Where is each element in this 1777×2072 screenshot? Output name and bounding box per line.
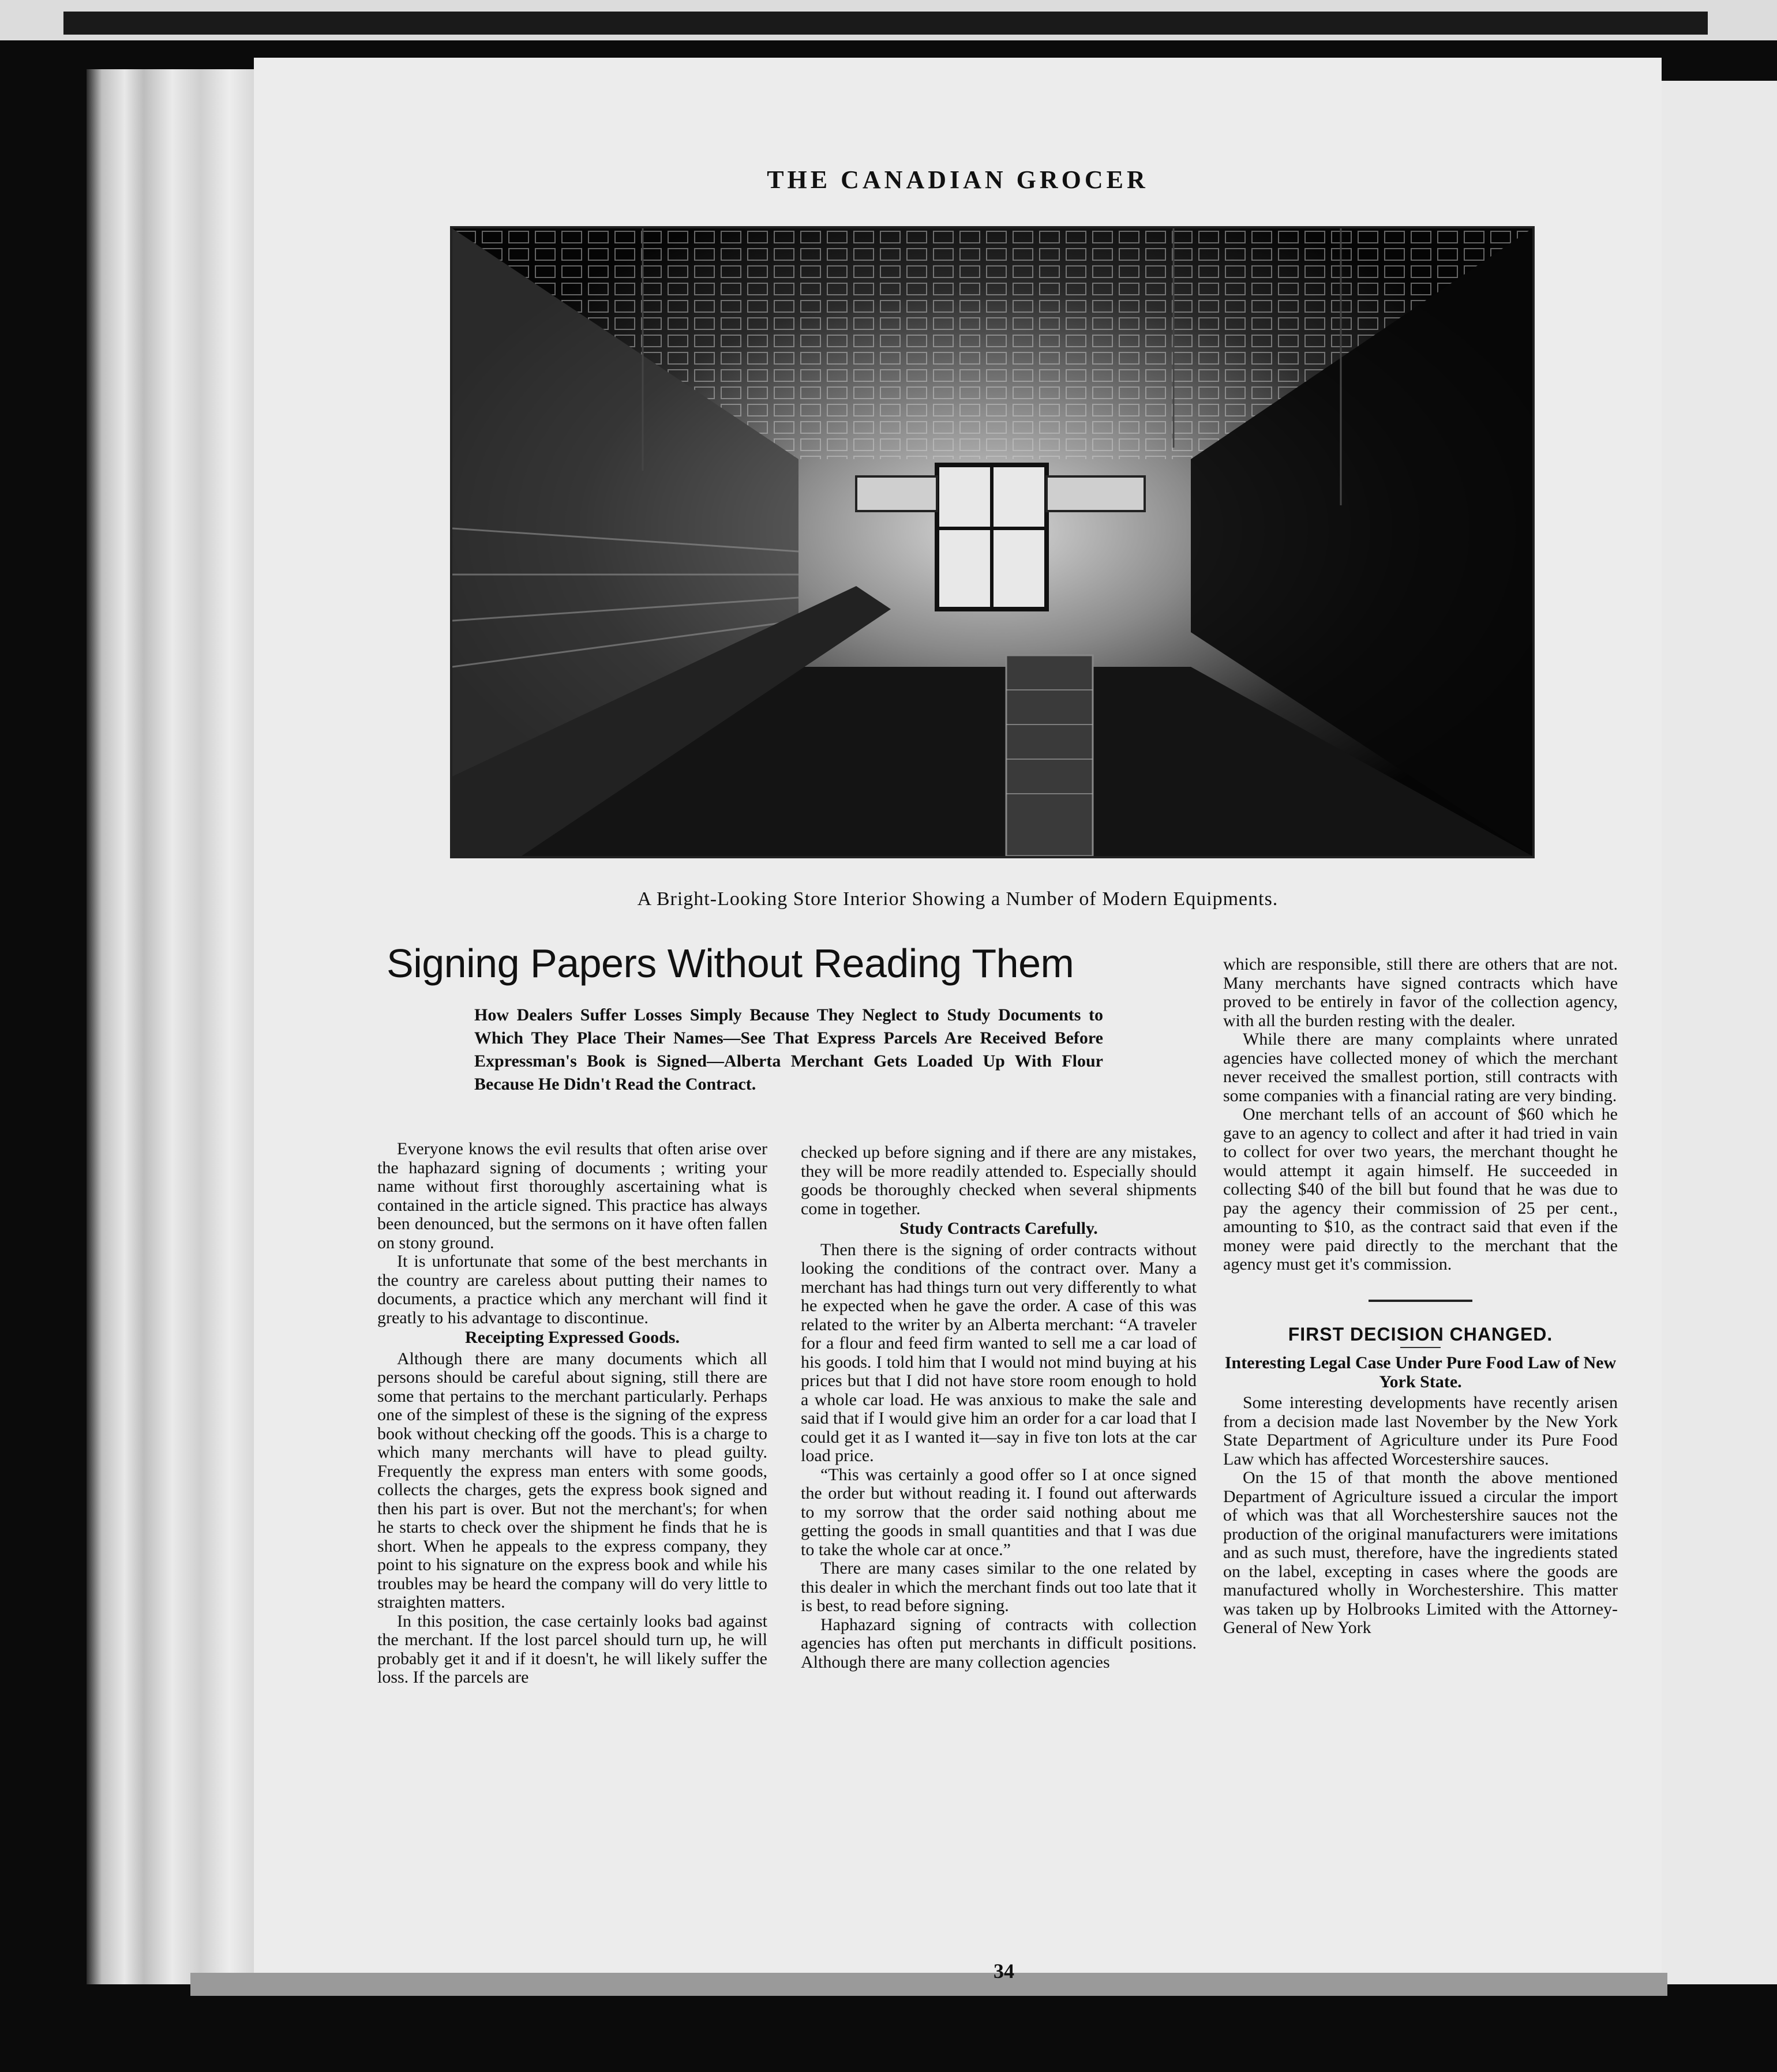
magazine-page xyxy=(254,58,1662,1983)
paragraph: Haphazard signing of contracts with collection agencies has often put merchants in difficult positions. Although there are many collection agencies xyxy=(801,1615,1197,1672)
article-headline: Signing Papers Without Reading Them xyxy=(387,941,1074,986)
book-spine-pages xyxy=(87,69,277,1984)
paragraph: In this position, the case certainly looks bad against the merchant. If the lost parcel should turn up, he will probably get it and if it doesn't, he will likely suffer the loss. If the parcels are xyxy=(377,1611,767,1687)
photo-caption: A Bright-Looking Store Interior Showing a Number of Modern Equipments. xyxy=(637,888,1279,910)
article-deck: How Dealers Suffer Losses Simply Because They Neglect to Study Documents to Which They Place Their Names—See That Express Parcels Are Received Before Expressman's Book is Signed—Alberta Merchant Gets Loaded Up With Flour Because He Didn't Read the Contract. xyxy=(474,1005,1103,1094)
page-number: 34 xyxy=(994,1960,1014,1983)
paragraph: which are responsible, still there are others that are not. Many merchants have signed contracts which have proved to be entirely in favor of the collection agency, with all the burden resting with the dealer. xyxy=(1223,955,1618,1030)
section-heading: FIRST DECISION CHANGED. xyxy=(1288,1323,1553,1345)
film-top-shadow xyxy=(63,12,1708,35)
paragraph: Everyone knows the evil results that often arise over the haphazard signing of documents ; writing your name without first thoroughly ascertaining what is contained in the article signed. This practice has always been denounced, but the sermons on it have often fallen on stony ground. xyxy=(377,1139,767,1252)
subheading: Study Contracts Carefully. xyxy=(899,1219,1098,1238)
paragraph: One merchant tells of an account of $60 which he gave to an agency to collect and after it had tried in vain to collect for over two years, the merchant thought he would attempt it again himself. He succeeded in collecting $40 of the bill but found that he was due to pay the agency their commission of 25 per cent., amounting to $10, as the contract said that even if the money were paid directly to the merchant that the agency must get it's commission. xyxy=(1223,1105,1618,1274)
paragraph: It is unfortunate that some of the best merchants in the country are careless about putting their names to documents, a practice which any merchant will find it greatly to his advantage to discontinue. xyxy=(377,1252,767,1327)
column-2 xyxy=(801,1143,1197,1672)
paragraph: “This was certainly a good offer so I at once signed the order but without reading it. I found out afterwards to my sorrow that the order said nothing about me getting the goods in small quantities and that I was due to take the whole car at once.” xyxy=(801,1465,1197,1559)
masthead: THE CANADIAN GROCER xyxy=(767,166,1149,194)
section-divider xyxy=(1369,1300,1472,1302)
paragraph: Some interesting developments have recently arisen from a decision made last November by the New York State Department of Agriculture under its Pure Food Law which has affected Worcestershire sauces. xyxy=(1223,1393,1618,1469)
page-bottom-edge xyxy=(190,1973,1667,1996)
paragraph: On the 15 of that month the above mentioned Department of Agriculture issued a circular the import of which was that all Worchestershire sauces not the production of the original manufacturers were imitations and as such must, therefore, have the ingredients stated on the label, excepting in cases where the goods are manufactured wholly in Worchestershire. This matter was taken up by Holbrooks Limited with the Attorney-General of New York xyxy=(1223,1468,1618,1637)
paragraph: While there are many complaints where unrated agencies have collected money of which the merchant never received the smallest portion, still contracts with some companies with a financial rating are very binding. xyxy=(1223,1030,1618,1105)
subheading: Interesting Legal Case Under Pure Food Law of New York State. xyxy=(1224,1353,1617,1391)
paragraph: Although there are many documents which all persons should be careful about signing, still there are some that pertains to the merchant particularly. Perhaps one of the simplest of these is the signing of the express book without checking off the goods. This is a charge to which many merchants will have to plead guilty. Frequently the express man enters with some goods, collects the charges, gets the express book signed and then his part is over. But not the merchant's; for when he starts to check over the shipment he finds that he is short. When he appeals to the express company, they point to his signature on the express book and while his troubles may be heard the company will do very little to straighten matters. xyxy=(377,1349,767,1612)
paragraph: There are many cases similar to the one related by this dealer in which the merchant finds out too late that it is best, to read before signing. xyxy=(801,1559,1197,1615)
column-1 xyxy=(377,1140,767,1687)
heading-divider xyxy=(1400,1347,1441,1348)
subheading: Receipting Expressed Goods. xyxy=(465,1328,680,1347)
column-3 xyxy=(1223,955,1618,1638)
paragraph: checked up before signing and if there are any mistakes, they will be more readily attended to. Especially should goods be thoroughly checked when several shipments come in together. xyxy=(801,1143,1197,1218)
store-interior-photo xyxy=(450,226,1535,858)
facing-page-edge xyxy=(1662,81,1777,1984)
paragraph: Then there is the signing of order contracts without looking the conditions of the contract over. Many a merchant has had things turn out very differently to what he expected when he gave the order. A case of this was related to the writer by an Alberta merchant: “A traveler for a flour and feed firm wanted to sell me a car load of his goods. I told him that I would not mind buying at his prices but that I did not have store room enough to hold a whole car load. He was anxious to make the sale and said that if I would give him an order for a car load that I could get it as I wanted it—say in five ton lots at the car load price. xyxy=(801,1240,1197,1465)
